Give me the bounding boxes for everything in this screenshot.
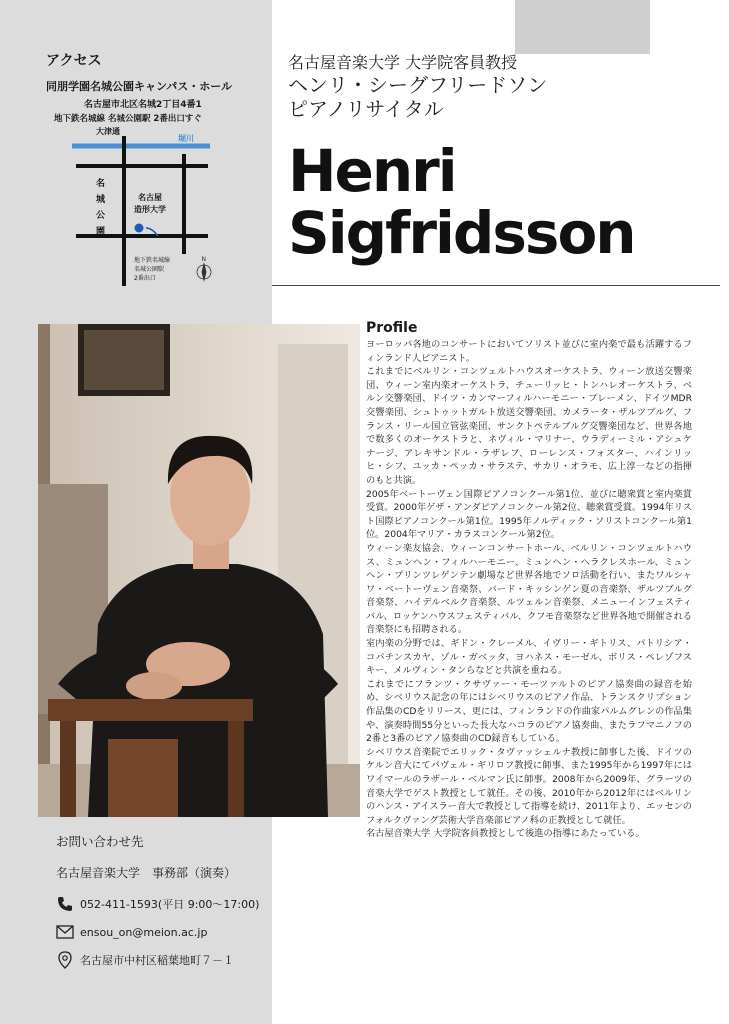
access-section bbox=[46, 50, 266, 124]
map-park-label-3: 公 bbox=[96, 211, 106, 221]
name-english bbox=[288, 137, 635, 267]
map-park-label-1: 名 bbox=[96, 179, 106, 189]
profile-paragraph: 室内楽の分野では、ギドン・クレーメル、イヴリー・ギトリス、パトリシア・コパチンスカヤ、ゾル・ガベッタ、ヨハネス・モーゼル、ボリス・ペレゾフスキー、メルヴィン・タンらなどと共演を重ねる。 bbox=[366, 638, 692, 677]
contact-section bbox=[56, 832, 286, 979]
profile-paragraph: これまでにベルリン・コンツェルトハウスオーケストラ、ウィーン放送交響楽団、ウィーン室内楽オーケストラ、チューリッヒ・トンハレオーケストラ、ベルン交響楽団、ドイツ・カンマーフィルハーモニー・ブレーメン、ドイツMDR交響楽団、シュトゥットガルト放送交響楽団、カメラータ・ザルツブルグ、フランス・リール国立管弦楽団、サンクトペテルブルグ交響楽団など、世界各地で数多くのオーケストラと、ネヴィル・マリナー、ウラディーミル・アシュケナージ、アレキサンドル・ラザレフ、ローレンス・フォスター、ハインリッヒ・シフ、ユッカ・ペッカ・サラステ、サカリ・オラモ、広上淳一などの指揮のもと共演。 bbox=[366, 366, 692, 486]
profile-paragraph: ヨーロッパ各地のコンサートにおいてソリスト並びに室内楽で最も活躍するフィンランド人ピアニスト。 bbox=[366, 339, 692, 364]
access-venue: 同朋学園名城公園キャンパス・ホール bbox=[46, 80, 233, 93]
location-pin-icon bbox=[56, 951, 74, 969]
artist-photo bbox=[38, 324, 360, 817]
map-park-label-4: 園 bbox=[96, 227, 106, 237]
subtitle: 名古屋音楽大学 大学院客員教授 bbox=[288, 53, 518, 72]
top-decorative-tab bbox=[515, 0, 650, 54]
phone-icon bbox=[56, 895, 74, 913]
contact-title: お問い合わせ先 bbox=[56, 834, 144, 849]
contact-address: 名古屋市中村区稲葉地町７－１ bbox=[80, 954, 234, 967]
access-subway: 地下鉄名城線 名城公園駅 2番出口すぐ bbox=[54, 114, 202, 124]
contact-email-row bbox=[56, 923, 286, 941]
profile-paragraph: 2005年ベートーヴェン国際ピアノコンクール第1位、並びに聴衆賞と室内楽賞受賞。2000年ゲザ・アンダピアノコンクール第2位、聴衆賞受賞。1994年リスト国際ピアノコンクール第1位。1995年ノルディック・ソリストコンクール第1位。2004年マリア・カラスコンクール第2位。 bbox=[366, 488, 692, 541]
contact-phone-row bbox=[56, 895, 286, 913]
station-marker-icon bbox=[135, 224, 144, 233]
contact-phone: 052-411-1593(平日 9:00〜17:00) bbox=[80, 898, 260, 911]
compass-icon bbox=[197, 256, 211, 282]
title-block bbox=[288, 52, 547, 121]
map-station-label-2: 名城公園駅 bbox=[134, 266, 165, 273]
recital-title: ピアノリサイタル bbox=[288, 97, 444, 121]
map-school-label-1: 名古屋 bbox=[138, 193, 162, 202]
name-first: Henri bbox=[288, 137, 456, 205]
map-river-label: 堀川 bbox=[178, 134, 194, 143]
header-divider bbox=[272, 285, 720, 286]
contact-address-row bbox=[56, 951, 286, 969]
map-station-label-3: 2番出口 bbox=[134, 275, 156, 282]
map-school-label-2: 造形大学 bbox=[134, 205, 166, 214]
access-title: アクセス bbox=[46, 53, 102, 69]
profile-title: Profile bbox=[366, 320, 418, 336]
profile-paragraph: 名古屋音楽大学 大学院客員教授として後進の指導にあたっている。 bbox=[366, 828, 645, 840]
contact-email[interactable]: ensou_on@meion.ac.jp bbox=[80, 925, 208, 939]
name-katakana: ヘンリ・シーグフリードソン bbox=[288, 73, 548, 97]
profile-paragraph: これまでにフランツ・クサヴァー・モーツァルトのピアノ協奏曲の録音を始め、シベリウス記念の年にはシベリウスのピアノ作品、トランスクリプション作品集のCDをリリース、更には、フィンランドの作曲家パルムグレンの作品集や、演奏時間55分といった長大なハコラのピアノ協奏曲、またラフマニノフの2番と3番のピアノ協奏曲のCD録音もしている。 bbox=[366, 678, 692, 745]
compass-label: N bbox=[201, 256, 206, 263]
name-last: Sigfridsson bbox=[288, 199, 635, 267]
access-address: 名古屋市北区名城2丁目4番1 bbox=[84, 100, 202, 110]
mail-icon bbox=[56, 923, 74, 941]
profile-section bbox=[366, 320, 692, 841]
map-station-label-1: 地下鉄名城線 bbox=[134, 257, 171, 264]
profile-paragraph: シベリウス音楽院でエリック・タヴァッシェルナ教授に師事した後、ドイツのケルン音大にてパヴェル・ギリロフ教授に師事、また1995年から1997年にはワイマールのラザール・ベルマン氏に師事。2008年から2009年、グラーツの音楽大学でゲスト教授として就任。その後、2010年から2012年にはベルリンのハンス・アイスラー音大で教授として指導を続け、2011年より、エッセンのフォルクヴァング芸術大学音楽部ピアノ科の正教授として就任。 bbox=[366, 746, 692, 826]
access-map bbox=[66, 124, 216, 294]
map-road-label: 大津通 bbox=[96, 127, 120, 136]
map-park-label-2: 城 bbox=[96, 195, 106, 205]
contact-department: 名古屋音楽大学 事務部（演奏） bbox=[56, 866, 237, 880]
profile-paragraph: ウィーン楽友協会、ウィーンコンサートホール、ベルリン・コンツェルトハウス、ミュンヘン・フィルハーモニー、ミュンヘン・ヘラクレスホール、ミュンヘン・プリンツレゲンテン劇場など世界各地でソロ活動を行い、またワルシャワ・ベートーヴェン音楽祭、バード・キッシンゲン夏の音楽祭、ザルツブルグ音楽祭、ハイデルベルク音楽祭、ルツェルン音楽祭、メニューインフェスティバル、ロッケンハウスフェスティバル、クフモ音楽祭など世界各地で開催される音楽祭にも招聘される。 bbox=[366, 542, 692, 636]
